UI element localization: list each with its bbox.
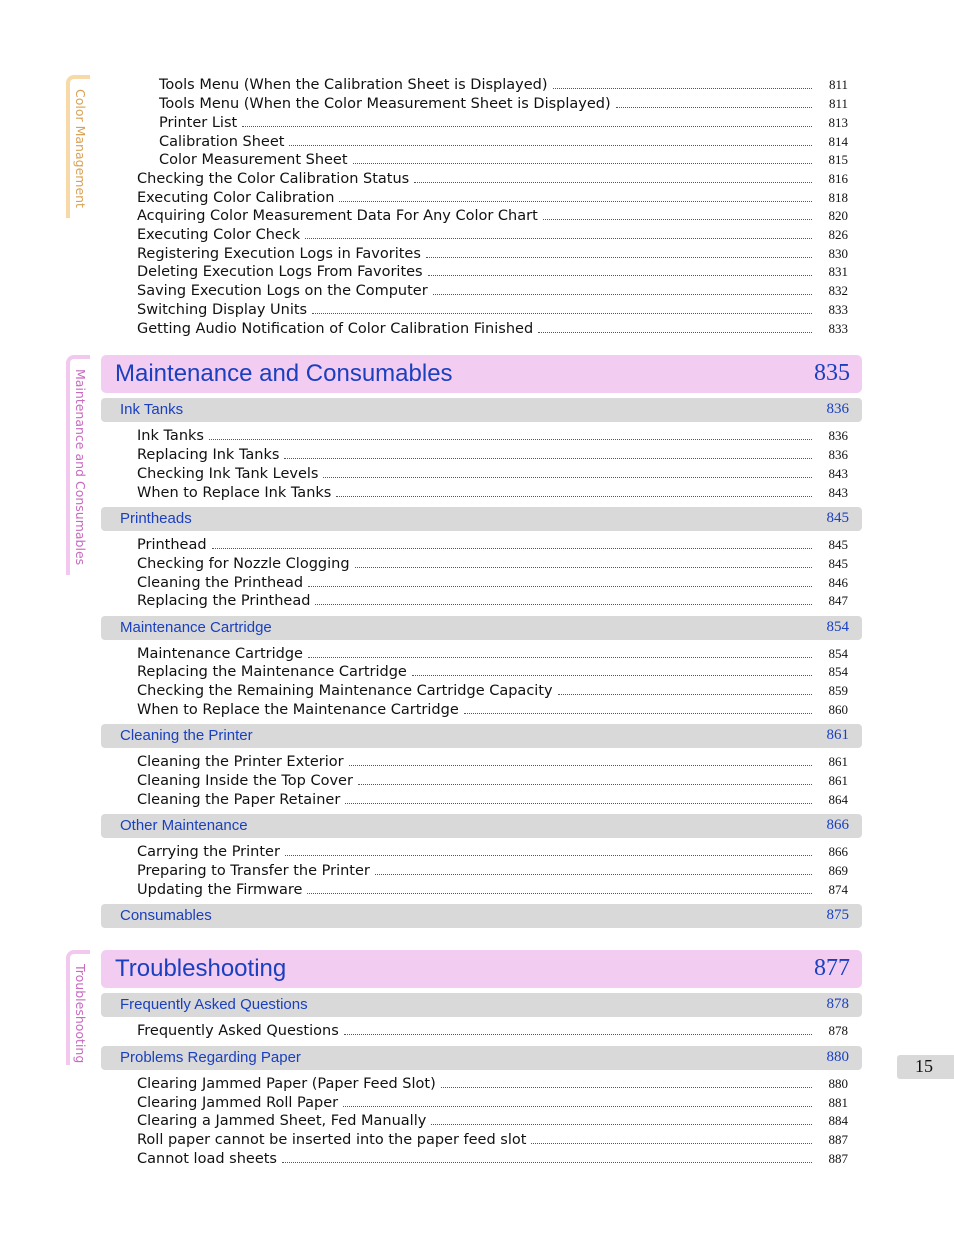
dot-leader: [285, 855, 812, 856]
section-title: Printheads: [120, 510, 192, 527]
section-heading-other-maintenance[interactable]: [101, 814, 862, 838]
entry-text: Printer List: [159, 115, 238, 131]
toc-entry[interactable]: [137, 224, 848, 243]
entry-text: Carrying the Printer: [137, 844, 280, 860]
side-tab-label: Troubleshooting: [73, 964, 88, 1064]
entry-page: 843: [828, 466, 848, 481]
dot-leader: [323, 477, 812, 478]
toc-entry[interactable]: [137, 770, 848, 789]
toc-entry[interactable]: [137, 751, 848, 770]
entry-text: Cleaning the Printer Exterior: [137, 754, 344, 770]
page-number-box: [897, 1055, 954, 1079]
entry-page: 818: [828, 190, 848, 205]
side-tab-troubleshooting[interactable]: [66, 950, 90, 1065]
entry-page: 826: [828, 227, 848, 242]
entry-page: 887: [828, 1151, 848, 1166]
entry-text: Cleaning the Paper Retainer: [137, 792, 341, 808]
dot-leader: [284, 458, 812, 459]
entry-page: 878: [828, 1023, 848, 1038]
dot-leader: [375, 874, 812, 875]
section-page: 875: [826, 907, 849, 923]
entry-page: 836: [828, 447, 848, 462]
dot-leader: [441, 1087, 812, 1088]
section-page: 866: [826, 817, 849, 833]
entry-page: 845: [828, 537, 848, 552]
toc-entry[interactable]: [137, 699, 848, 718]
chapter-title: Troubleshooting: [115, 955, 287, 982]
entry-page: 884: [828, 1113, 848, 1128]
entry-text: Checking the Color Calibration Status: [137, 171, 410, 187]
dot-leader: [308, 657, 812, 658]
toc-entry[interactable]: [137, 553, 848, 572]
section-title: Ink Tanks: [120, 401, 184, 418]
section-page: 854: [826, 619, 849, 635]
section-heading-faq[interactable]: [101, 993, 862, 1017]
section-heading-problems-regarding-paper[interactable]: [101, 1046, 862, 1070]
dot-leader: [464, 713, 812, 714]
dot-leader: [426, 257, 812, 258]
toc-entry[interactable]: [137, 299, 848, 318]
toc-entry[interactable]: [137, 680, 848, 699]
toc-entry[interactable]: [137, 168, 848, 187]
entry-page: 815: [828, 152, 848, 167]
entry-page: 830: [828, 246, 848, 261]
toc-entry[interactable]: [137, 444, 848, 463]
entry-page: 845: [828, 556, 848, 571]
entry-page: 887: [828, 1132, 848, 1147]
entry-page: 811: [828, 96, 848, 111]
toc-entry[interactable]: [137, 1073, 848, 1092]
section-title: Problems Regarding Paper: [120, 1049, 301, 1066]
dot-leader: [543, 219, 812, 220]
entry-text: Getting Audio Notification of Color Calibration Finished: [137, 321, 534, 337]
toc-entry[interactable]: [159, 149, 848, 168]
toc-entry[interactable]: [137, 534, 848, 553]
chapter-title: Maintenance and Consumables: [115, 360, 453, 387]
toc-entry[interactable]: [137, 187, 848, 206]
section-page: 836: [826, 401, 849, 417]
entry-text: Clearing Jammed Roll Paper: [137, 1095, 339, 1111]
chapter-heading-troubleshooting[interactable]: [101, 950, 862, 988]
section-heading-cleaning-the-printer[interactable]: [101, 724, 862, 748]
section-title: Consumables: [120, 907, 212, 924]
side-tab-color-management[interactable]: [66, 75, 90, 218]
entry-text: Deleting Execution Logs From Favorites: [137, 264, 423, 280]
entry-text: Registering Execution Logs in Favorites: [137, 246, 421, 262]
entry-text: Checking Ink Tank Levels: [137, 466, 319, 482]
section-page: 861: [826, 727, 849, 743]
section-heading-printheads[interactable]: [101, 507, 862, 531]
toc-entry[interactable]: [159, 131, 848, 150]
dot-leader: [308, 586, 812, 587]
toc-entry[interactable]: [137, 280, 848, 299]
dot-leader: [282, 1162, 812, 1163]
toc-entry[interactable]: [137, 572, 848, 591]
entry-page: 836: [828, 428, 848, 443]
dot-leader: [553, 88, 812, 89]
entry-text: Clearing Jammed Paper (Paper Feed Slot): [137, 1076, 436, 1092]
entry-text: Saving Execution Logs on the Computer: [137, 283, 428, 299]
entry-text: Replacing the Printhead: [137, 593, 311, 609]
entry-text: Checking the Remaining Maintenance Cartridge Capacity: [137, 683, 553, 699]
toc-entry[interactable]: [137, 1020, 848, 1039]
chapter-heading-maintenance[interactable]: [101, 355, 862, 393]
entry-page: 859: [828, 683, 848, 698]
side-tab-label: Maintenance and Consumables: [73, 369, 88, 566]
dot-leader: [414, 182, 812, 183]
dot-leader: [355, 567, 812, 568]
toc-entry[interactable]: [137, 879, 848, 898]
toc-entry[interactable]: [137, 1110, 848, 1129]
entry-page: 866: [828, 844, 848, 859]
entry-page: 874: [828, 882, 848, 897]
section-title: Cleaning the Printer: [120, 727, 253, 744]
chapter-page: 877: [814, 955, 850, 981]
entry-text: Cleaning Inside the Top Cover: [137, 773, 353, 789]
entry-text: Color Measurement Sheet: [159, 152, 348, 168]
entry-text: Switching Display Units: [137, 302, 308, 318]
entry-text: Cannot load sheets: [137, 1151, 277, 1167]
side-tab-maintenance-and-consumables[interactable]: [66, 355, 90, 575]
dot-leader: [339, 201, 812, 202]
entry-page: 816: [828, 171, 848, 186]
dot-leader: [428, 275, 812, 276]
entry-page: 854: [828, 664, 848, 679]
dot-leader: [242, 126, 812, 127]
entry-text: Checking for Nozzle Clogging: [137, 556, 350, 572]
entry-text: When to Replace Ink Tanks: [137, 485, 332, 501]
entry-page: 831: [828, 264, 848, 279]
dot-leader: [558, 694, 812, 695]
toc-entry[interactable]: [137, 841, 848, 860]
section-page: 880: [826, 1049, 849, 1065]
dot-leader: [431, 1124, 812, 1125]
dot-leader: [344, 1034, 812, 1035]
dot-leader: [412, 675, 812, 676]
toc-entry[interactable]: [137, 482, 848, 501]
chapter-page: 835: [814, 360, 850, 386]
toc-entry[interactable]: [137, 643, 848, 662]
entry-page: 832: [828, 283, 848, 298]
entry-page: 846: [828, 575, 848, 590]
side-tab-label: Color Management: [73, 89, 88, 208]
section-heading-maintenance-cartridge[interactable]: [101, 616, 862, 640]
dot-leader: [307, 893, 812, 894]
entry-page: 813: [828, 115, 848, 130]
entry-page: 820: [828, 208, 848, 223]
toc-entry[interactable]: [137, 318, 848, 337]
entry-text: Replacing Ink Tanks: [137, 447, 280, 463]
dot-leader: [336, 496, 812, 497]
section-page: 878: [826, 996, 849, 1012]
entry-page: 860: [828, 702, 848, 717]
toc-entry[interactable]: [137, 205, 848, 224]
entry-text: Acquiring Color Measurement Data For Any Color Chart: [137, 208, 538, 224]
toc-entry[interactable]: [159, 112, 848, 131]
section-heading-consumables[interactable]: [101, 904, 862, 928]
section-heading-ink-tanks[interactable]: [101, 398, 862, 422]
dot-leader: [209, 439, 812, 440]
entry-page: 811: [828, 77, 848, 92]
toc-entry[interactable]: [137, 1148, 848, 1167]
toc-entry[interactable]: [137, 1129, 848, 1148]
dot-leader: [315, 604, 812, 605]
dot-leader: [289, 145, 812, 146]
entry-text: Maintenance Cartridge: [137, 646, 303, 662]
entry-text: When to Replace the Maintenance Cartridge: [137, 702, 459, 718]
entry-page: 869: [828, 863, 848, 878]
entry-text: Clearing a Jammed Sheet, Fed Manually: [137, 1113, 427, 1129]
entry-page: 864: [828, 792, 848, 807]
entry-page: 881: [828, 1095, 848, 1110]
toc-entry[interactable]: [159, 93, 848, 112]
dot-leader: [531, 1143, 812, 1144]
toc-entry[interactable]: [137, 860, 848, 879]
toc-entry[interactable]: [137, 590, 848, 609]
page-number: 15: [915, 1056, 933, 1076]
entry-text: Ink Tanks: [137, 428, 204, 444]
entry-text: Preparing to Transfer the Printer: [137, 863, 370, 879]
dot-leader: [538, 332, 812, 333]
dot-leader: [433, 294, 812, 295]
entry-page: 847: [828, 593, 848, 608]
dot-leader: [616, 107, 812, 108]
toc-entry[interactable]: [137, 425, 848, 444]
dot-leader: [343, 1106, 812, 1107]
dot-leader: [312, 313, 812, 314]
entry-text: Executing Color Calibration: [137, 190, 335, 206]
entry-page: 880: [828, 1076, 848, 1091]
section-title: Maintenance Cartridge: [120, 619, 272, 636]
entry-text: Printhead: [137, 537, 207, 553]
entry-text: Roll paper cannot be inserted into the paper feed slot: [137, 1132, 527, 1148]
entry-text: Cleaning the Printhead: [137, 575, 304, 591]
entry-text: Updating the Firmware: [137, 882, 303, 898]
toc-entry[interactable]: [137, 463, 848, 482]
section-title: Frequently Asked Questions: [120, 996, 308, 1013]
toc-entry[interactable]: [137, 1092, 848, 1111]
toc-entry[interactable]: [137, 243, 848, 262]
entry-page: 861: [828, 754, 848, 769]
dot-leader: [305, 238, 812, 239]
entry-page: 833: [828, 302, 848, 317]
entry-page: 833: [828, 321, 848, 336]
dot-leader: [358, 784, 812, 785]
entry-text: Tools Menu (When the Calibration Sheet is Displayed): [159, 77, 548, 93]
section-page: 845: [826, 510, 849, 526]
dot-leader: [345, 803, 812, 804]
entry-page: 814: [828, 134, 848, 149]
toc-entry[interactable]: [137, 261, 848, 280]
entry-text: Replacing the Maintenance Cartridge: [137, 664, 407, 680]
toc-entry[interactable]: [159, 74, 848, 93]
dot-leader: [212, 548, 812, 549]
entry-page: 854: [828, 646, 848, 661]
section-title: Other Maintenance: [120, 817, 248, 834]
dot-leader: [353, 163, 812, 164]
dot-leader: [349, 765, 812, 766]
entry-text: Frequently Asked Questions: [137, 1023, 339, 1039]
entry-text: Calibration Sheet: [159, 134, 285, 150]
toc-entry[interactable]: [137, 661, 848, 680]
entry-text: Tools Menu (When the Color Measurement Sheet is Displayed): [159, 96, 611, 112]
entry-page: 843: [828, 485, 848, 500]
entry-page: 861: [828, 773, 848, 788]
toc-entry[interactable]: [137, 789, 848, 808]
entry-text: Executing Color Check: [137, 227, 301, 243]
